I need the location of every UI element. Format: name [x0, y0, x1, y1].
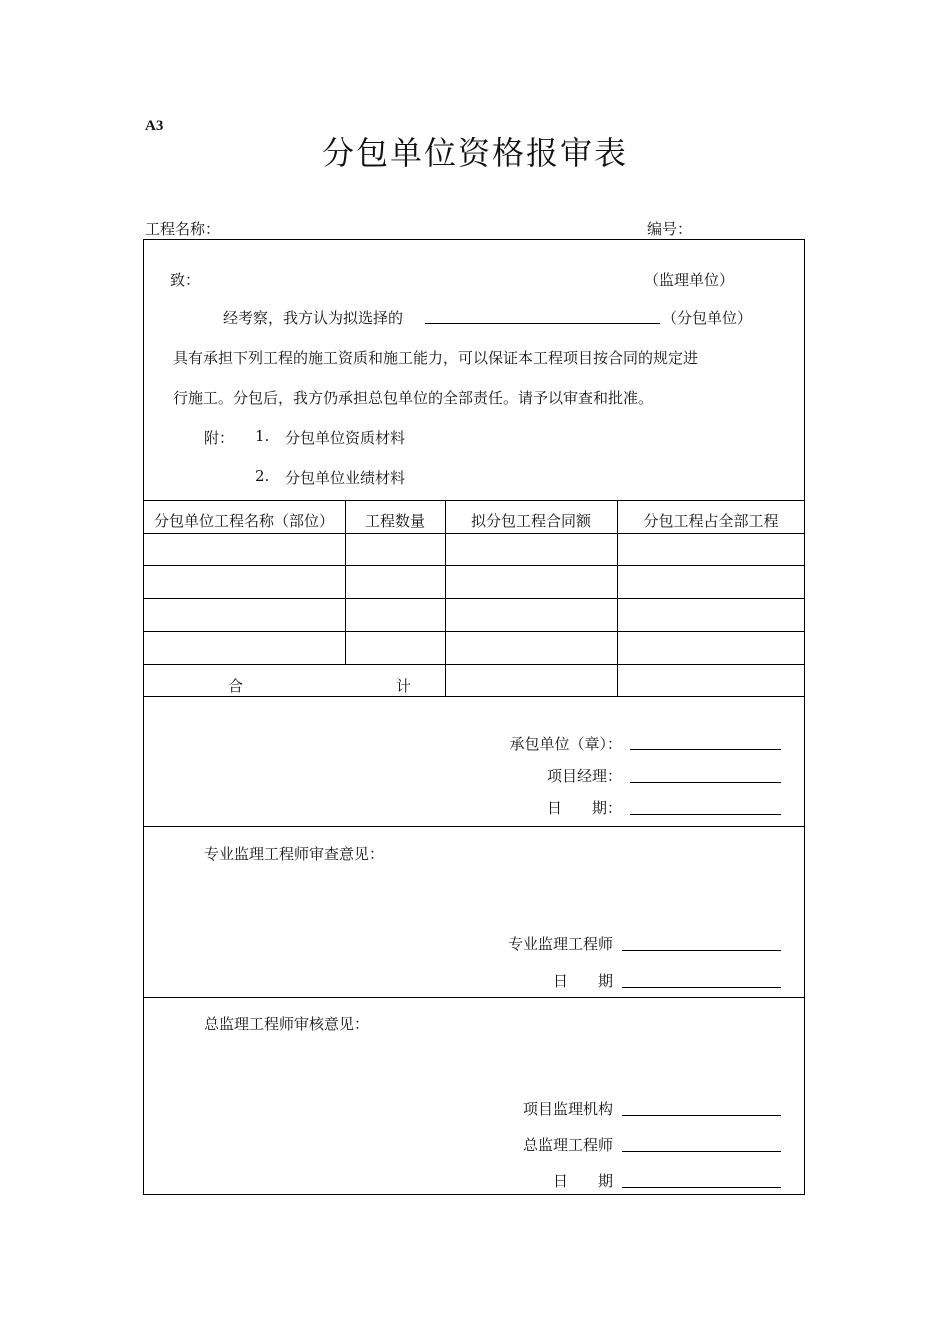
table-row-divider [143, 533, 805, 534]
contractor-unit-label: 承包单位（章）： [509, 735, 622, 753]
letter-line3: 行施工。分包后，我方仍承担总包单位的全部责任。请予以审查和批准。 [173, 389, 654, 407]
project-manager-line[interactable] [630, 782, 781, 783]
table-row-divider [143, 598, 805, 599]
chief-date-label: 日 期 [552, 1172, 613, 1190]
specialist-opinion-label: 专业监理工程师审查意见： [204, 845, 385, 863]
table-bottom-border [143, 696, 805, 697]
total-label-he: 合 [228, 677, 244, 695]
letter-line1-prefix: 经考察，我方认为拟选择的 [223, 309, 404, 327]
specialist-engineer-label: 专业监理工程师 [507, 935, 613, 953]
project-manager-label: 项目经理： [546, 767, 622, 785]
chief-engineer-line[interactable] [622, 1151, 781, 1152]
form-number-label: 编号： [647, 220, 693, 238]
project-name-label: 工程名称： [145, 220, 221, 238]
supervisor-unit-label: （监理单位） [644, 271, 735, 289]
section-divider [143, 997, 805, 998]
attachment-label: 附： [204, 429, 235, 447]
specialist-engineer-line[interactable] [622, 950, 781, 951]
chief-opinion-label: 总监理工程师审核意见： [204, 1015, 370, 1033]
letter-line2: 具有承担下列工程的施工资质和施工能力，可以保证本工程项目按合同的规定进 [173, 349, 699, 367]
specialist-date-label: 日 期 [552, 972, 613, 990]
chief-engineer-label: 总监理工程师 [522, 1136, 613, 1154]
table-header-percentage: 分包工程占全部工程 [643, 512, 779, 530]
attachment-1-num: 1. [255, 427, 270, 445]
page-title: 分包单位资格报审表 [321, 134, 628, 172]
specialist-date-line[interactable] [622, 987, 781, 988]
attachment-2-num: 2. [255, 467, 270, 485]
contractor-unit-line[interactable] [630, 749, 781, 750]
section-divider [143, 826, 805, 827]
supervision-org-line[interactable] [622, 1115, 781, 1116]
to-label: 致： [170, 271, 201, 289]
letter-line1-suffix: （分包单位） [662, 309, 753, 327]
subcontractor-name-line[interactable] [425, 323, 660, 324]
supervision-org-label: 项目监理机构 [522, 1100, 613, 1118]
total-label-ji: 计 [396, 677, 412, 695]
form-code: A3 [145, 118, 164, 134]
table-row-divider [143, 631, 805, 632]
contractor-date-line[interactable] [630, 814, 781, 815]
chief-date-line[interactable] [622, 1187, 781, 1188]
contractor-date-label: 日 期： [546, 799, 622, 817]
form-frame [143, 239, 805, 1195]
table-top-border [143, 500, 805, 501]
attachment-1-text: 分包单位资质材料 [285, 429, 406, 447]
table-header-quantity: 工程数量 [364, 512, 425, 530]
table-row-divider [143, 664, 805, 665]
table-row-divider [143, 565, 805, 566]
table-header-name: 分包单位工程名称（部位） [153, 512, 334, 530]
attachment-2-text: 分包单位业绩材料 [285, 469, 406, 487]
table-header-contract-amount: 拟分包工程合同额 [470, 512, 591, 530]
